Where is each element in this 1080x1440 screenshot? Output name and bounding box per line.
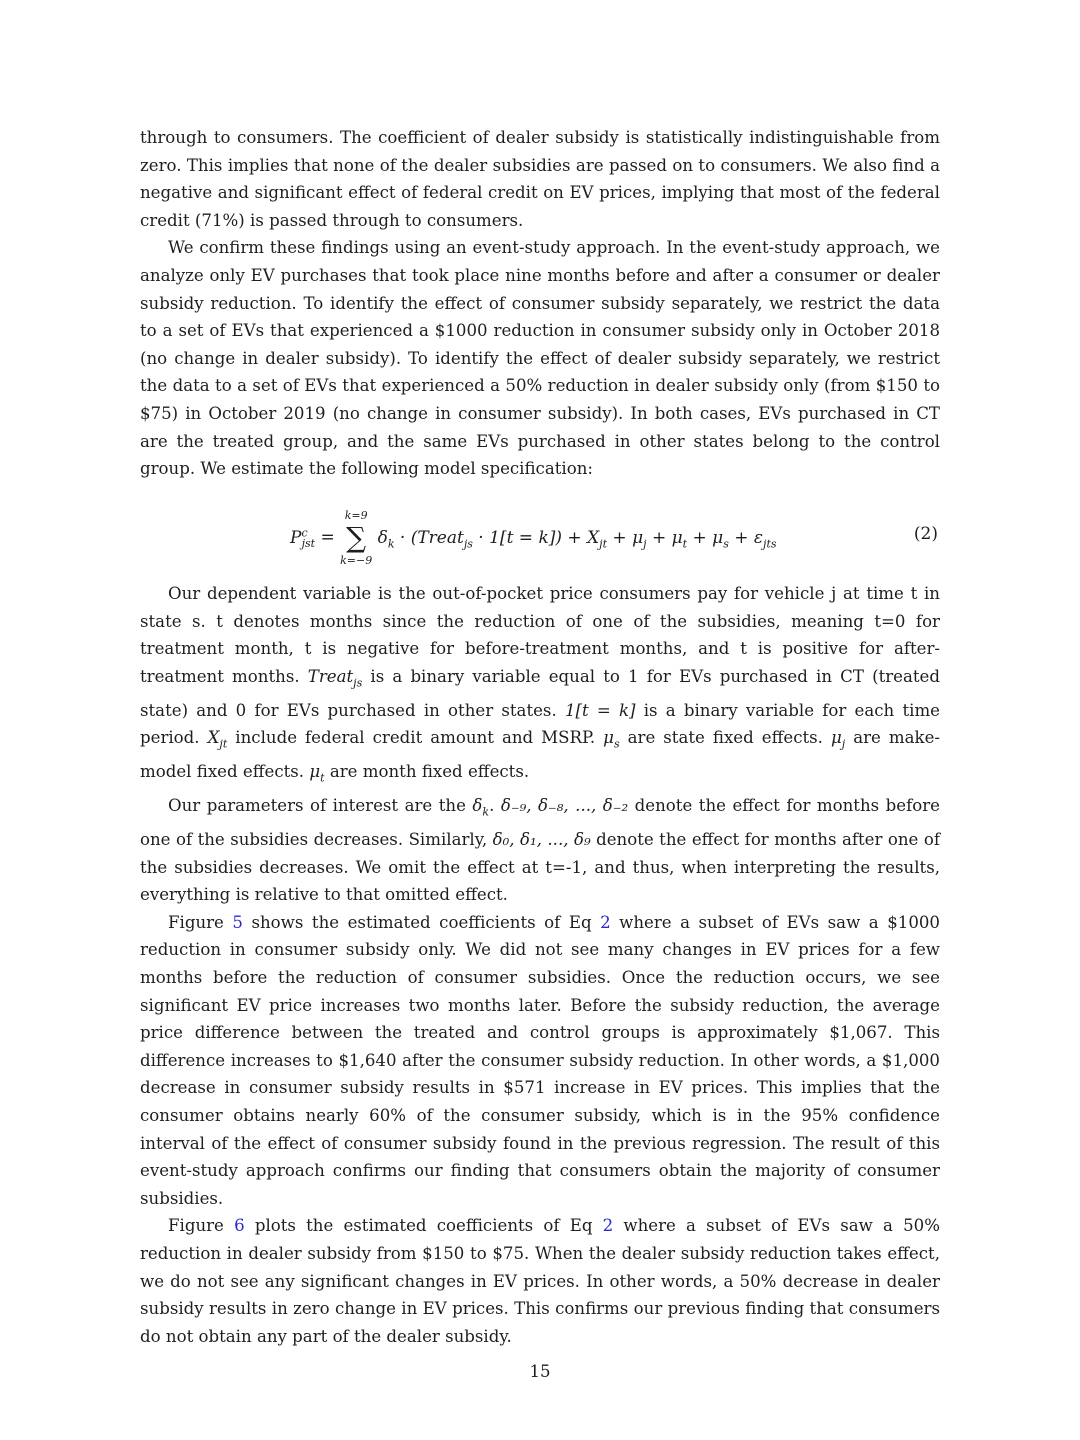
summation-symbol: k=9 ∑ k=−9 [340, 509, 373, 567]
eq-rhs: $\delta_k$ · (Treat$_{js}$ · $1[t = k]) + X_{jt} + \mu_j + \mu_t + \mu_s + \varepsilon_{jts}$ [377, 527, 777, 550]
figure-6-link[interactable]: 6 [234, 1216, 245, 1236]
equation-2-link[interactable]: 2 [602, 1216, 614, 1236]
paragraph-continuation: through to consumers. The coefficient of dealer subsidy is statistically indistinguishable from zero. This implies that none of the dealer subsidies are passed on to consumers. We also find a negative and significant effect of federal credit on EV prices, implying that most of the federal credit (71%) is passed through to consumers. [140, 128, 940, 230]
eq-equals: = [320, 527, 335, 548]
paragraph-event-study: We confirm these findings using an event-study approach. In the event-study approach, we analyze only EV purchases that took place nine months before and after a consumer or dealer subsidy reduction. To identify the effect of consumer subsidy separately, we restrict the data to a set of EVs that experienced a $1000 reduction in consumer subsidy only in October 2018 (no change in dealer subsidy). To identify the effect of dealer subsidy separately, we restrict the data to a set of EVs that experienced a 50% reduction in dealer subsidy only (from $150 to $75) in October 2019 (no change in consumer subsidy). In both cases, EVs purchased in CT are the treated group, and the same EVs purchased in other states belong to the control group. We estimate the following model specification: [140, 238, 940, 479]
paragraph-figure-5: Figure 5 shows the estimated coefficients of Eq 2 where a subset of EVs saw a $1000 reduction in consumer subsidy only. We did not see many changes in EV prices for a few months before the reduction of consumer subsidies. Once the reduction occurs, we see significant EV price increases two months later. Before the subsidy reduction, the average price difference between the treated and control groups is approximately $1,067. This difference increases to $1,640 after the consumer subsidy reduction. In other words, a $1,000 decrease in consumer subsidy results in $571 increase in EV prices. This implies that the consumer obtains nearly 60% of the consumer subsidy, which is in the 95% confidence interval of the effect of consumer subsidy found in the previous regression. The result of this event-study approach confirms our finding that consumers obtain the majority of consumer subsidies. [140, 912, 940, 1208]
equation-2 [140, 502, 940, 572]
paragraph-figure-6: Figure 6 plots the estimated coefficients of Eq 2 where a subset of EVs saw a 50% reduction in dealer subsidy from $150 to $75. When the dealer subsidy reduction takes effect, we do not see any significant changes in EV prices. In other words, a 50% decrease in dealer subsidy results in zero change in EV prices. This confirms our previous finding that consumers do not obtain any part of the dealer subsidy. [140, 1216, 940, 1346]
body-text-bottom [140, 580, 940, 1350]
paragraph-parameters: Our parameters of interest are the $\delta_k$. δ₋₉, δ₋₈, ..., δ₋₂ denote the effect for months before one of the subsidies decreases. Similarly, δ₀, δ₁, ..., δ₉ denote the effect for months after one of the subsidies decreases. We omit the effect at t=-1, and thus, when interpreting the results, everything is relative to that omitted effect. [140, 796, 940, 905]
body-text-top [140, 124, 940, 483]
equation-body [290, 509, 777, 567]
equation-2-link[interactable]: 2 [600, 912, 611, 932]
equation-number: (2) [913, 524, 938, 544]
sum-lower-limit: k=−9 [340, 554, 373, 567]
page-number: 15 [529, 1362, 551, 1381]
eq-lhs: $P^c_{jst}$ [290, 525, 316, 550]
paragraph-dependent-variable: Our dependent variable is the out-of-pocket price consumers pay for vehicle j at time t in state s. t denotes months since the reduction of one of the subsidies, meaning t=0 for treatment month, t is negative for before-treatment months, and t is positive for after-treatment months. Treat$_{js}$ is a binary variable equal to 1 for EVs purchased in CT (treated state) and 0 for EVs purchased in other states. 1[t = k] is a binary variable for each time period. $X_{jt}$ include federal credit amount and MSRP. $\mu_s$ are state fixed effects. $\mu_j$ are make-model fixed effects. $\mu_t$ are month fixed effects. [140, 584, 941, 785]
sum-upper-limit: k=9 [344, 509, 368, 522]
figure-5-link[interactable]: 5 [232, 912, 243, 932]
